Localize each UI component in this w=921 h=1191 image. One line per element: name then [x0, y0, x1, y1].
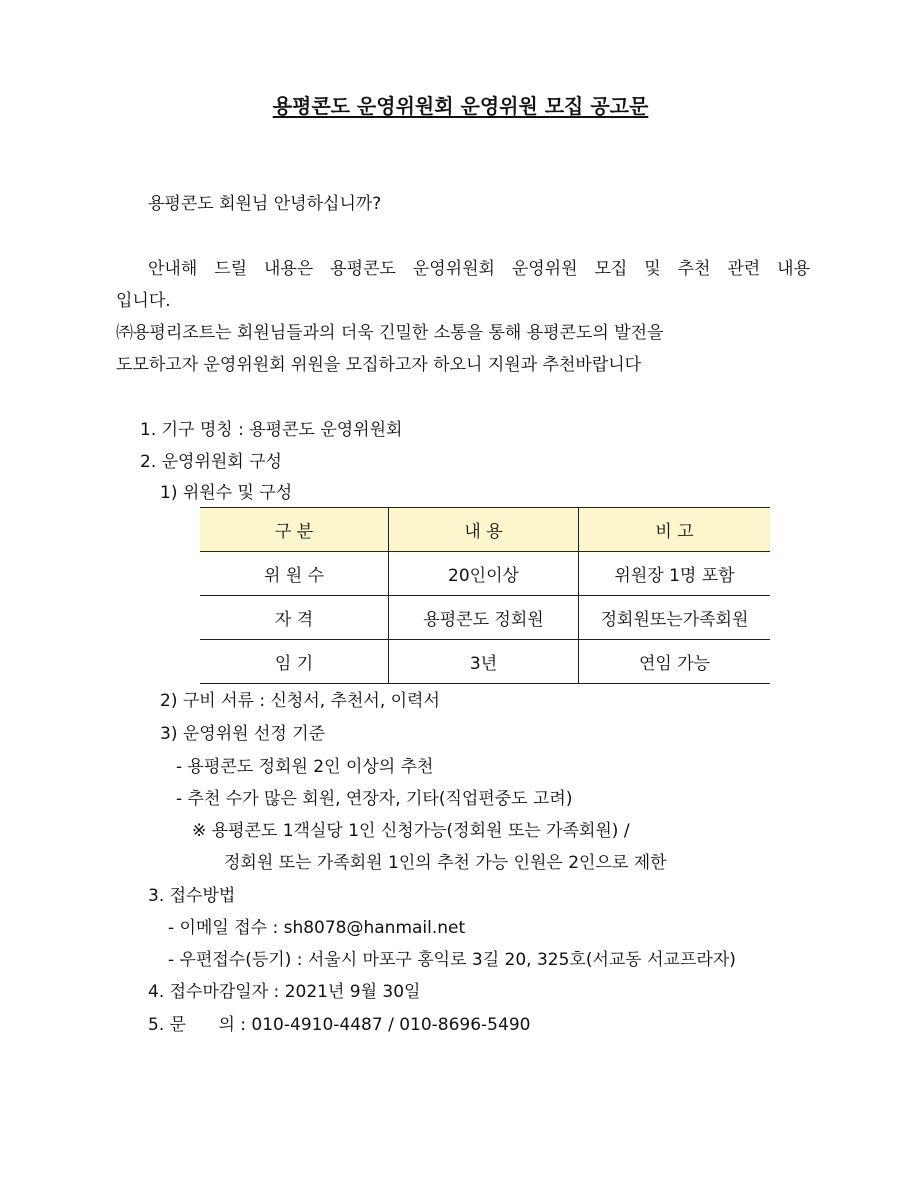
criteria-dash-1: - 용평콘도 정회원 2인 이상의 추천 [176, 757, 434, 777]
item-1-org-name: 1. 기구 명칭 : 용평콘도 운영위원회 [140, 420, 403, 440]
table-header-cell: 비 고 [579, 508, 771, 552]
table-cell: 위원장 1명 포함 [579, 552, 771, 596]
table-header-cell: 내 용 [389, 508, 579, 552]
sub-2-documents: 2) 구비 서류 : 신청서, 추천서, 이력서 [160, 691, 440, 711]
table-row [200, 640, 770, 684]
item-3-submission: 3. 접수방법 [148, 886, 236, 906]
table-row [200, 596, 770, 640]
table-cell: 3년 [389, 640, 579, 684]
table-cell: 위 원 수 [200, 552, 389, 596]
intro-line-1: 안내해 드릴 내용은 용평콘도 운영위원회 운영위원 모집 및 추천 관련 내용 [148, 259, 810, 279]
table-cell: 자 격 [200, 596, 389, 640]
greeting: 용평콘도 회원님 안녕하십니까? [148, 194, 382, 214]
intro-line-3: ㈜용평리조트는 회원님들과의 더욱 긴밀한 소통을 통해 용평콘도의 발전을 [116, 323, 664, 343]
table-header-row [200, 508, 770, 552]
notice-title: 용평콘도 운영위원회 운영위원 모집 공고문 [272, 94, 649, 118]
criteria-note-1: ※ 용평콘도 1객실당 1인 신청가능(정회원 또는 가족회원) / [192, 821, 630, 841]
item-5-contact: 5. 문 의 : 010-4910-4487 / 010-8696-5490 [148, 1015, 531, 1035]
table-row [200, 552, 770, 596]
sub-3-criteria: 3) 운영위원 선정 기준 [160, 724, 326, 744]
table-cell: 용평콘도 정회원 [389, 596, 579, 640]
sub-1-members: 1) 위원수 및 구성 [160, 483, 293, 503]
table-cell: 임 기 [200, 640, 389, 684]
table-cell: 연임 가능 [579, 640, 771, 684]
submission-post: - 우편접수(등기) : 서울시 마포구 홍익로 3길 20, 325호(서교동 서교프라자) [168, 950, 736, 970]
table-header-cell: 구 분 [200, 508, 389, 552]
criteria-dash-2: - 추천 수가 많은 회원, 연장자, 기타(직업편중도 고려) [176, 789, 573, 809]
item-2-composition: 2. 운영위원회 구성 [140, 452, 282, 472]
composition-table [200, 507, 770, 684]
table-cell: 정회원또는가족회원 [579, 596, 771, 640]
criteria-note-2: 정회원 또는 가족회원 1인의 추천 가능 인원은 2인으로 제한 [224, 853, 667, 873]
intro-line-4: 도모하고자 운영위원회 위원을 모집하고자 하오니 지원과 추천바랍니다 [116, 355, 642, 375]
submission-email: - 이메일 접수 : sh8078@hanmail.net [168, 918, 466, 938]
intro-line-2: 입니다. [116, 291, 171, 311]
table-cell: 20인이상 [389, 552, 579, 596]
item-4-deadline: 4. 접수마감일자 : 2021년 9월 30일 [148, 982, 421, 1002]
